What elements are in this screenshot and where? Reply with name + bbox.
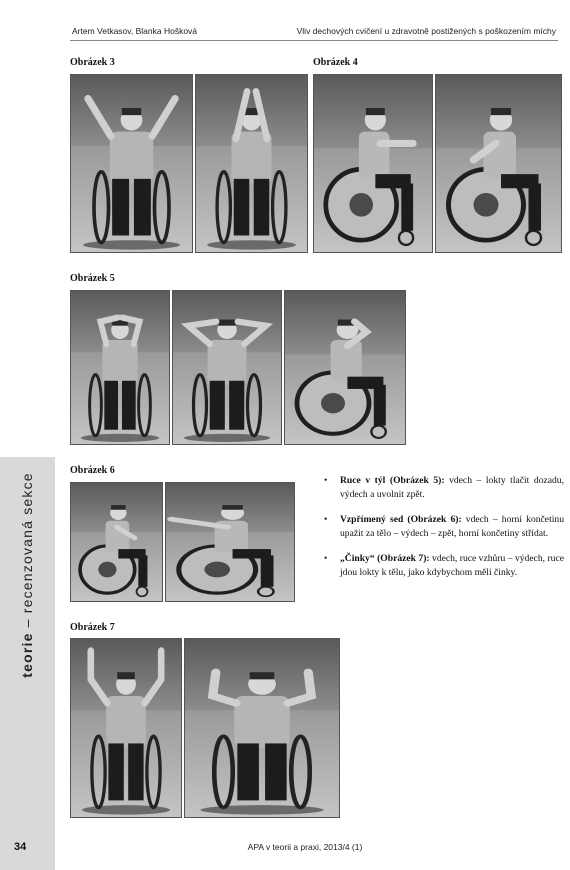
- exercise-list: [318, 474, 564, 592]
- list-item-title: Vzpřímený sed (Obrázek 6):: [340, 514, 462, 526]
- figure-6-caption: Obrázek 6: [70, 465, 115, 476]
- figure-5-photo-a: [70, 290, 170, 445]
- journal-footer: APA v teorii a praxi, 2013/4 (1): [247, 842, 363, 852]
- page-number: 34: [14, 841, 27, 853]
- bullet-marker: •: [324, 514, 328, 526]
- figure-6-photo-a: [70, 482, 163, 602]
- figure-4-photo-b: [435, 74, 562, 253]
- list-item: [318, 513, 564, 540]
- figure-3-photo-a: [70, 74, 193, 253]
- list-item-title: „Činky“ (Obrázek 7):: [340, 553, 430, 565]
- list-item-text: vdech, ruce vzhůru – výdech, ruce jdou lokty k tělu, jako kdybychom měli činky.: [340, 553, 564, 578]
- figure-4-photo-a: [313, 74, 433, 253]
- section-label-separator: –: [19, 613, 35, 633]
- figure-7-photo-b: [184, 638, 340, 818]
- bullet-marker: •: [324, 475, 328, 486]
- figure-5-photo-c: [284, 290, 406, 445]
- list-item-title: Ruce v týl (Obrázek 5):: [340, 475, 445, 486]
- figure-3-photo-b: [195, 74, 308, 253]
- section-label-rest: recenzovaná sekce: [19, 472, 35, 614]
- list-item: [318, 552, 564, 579]
- figure-6-photo-b: [165, 482, 295, 602]
- figure-7-caption: Obrázek 7: [70, 622, 115, 633]
- section-label-bold: teorie: [19, 632, 35, 678]
- list-item: [318, 474, 564, 501]
- figure-3-caption: Obrázek 3: [70, 57, 115, 68]
- header-divider: [70, 40, 558, 41]
- running-header-authors: Artem Vetkasov, Blanka Hošková: [72, 26, 198, 36]
- figure-7-photo-a: [70, 638, 182, 818]
- figure-5-photo-b: [172, 290, 282, 445]
- figure-5-caption: Obrázek 5: [70, 273, 115, 284]
- list-item-text: vdech – horní končetinu upažit za tělo – výdech – zpět, horní končetiny střídat.: [340, 514, 564, 539]
- bullet-marker: •: [324, 553, 328, 565]
- running-header-title: Vliv dechových cvičení u zdravotně postižených s poškozením míchy: [296, 26, 556, 36]
- list-item-text: vdech – lokty tlačit dozadu, výdech a uvolnit zpět.: [340, 475, 564, 500]
- section-label: [19, 472, 35, 678]
- figure-4-caption: Obrázek 4: [313, 57, 358, 68]
